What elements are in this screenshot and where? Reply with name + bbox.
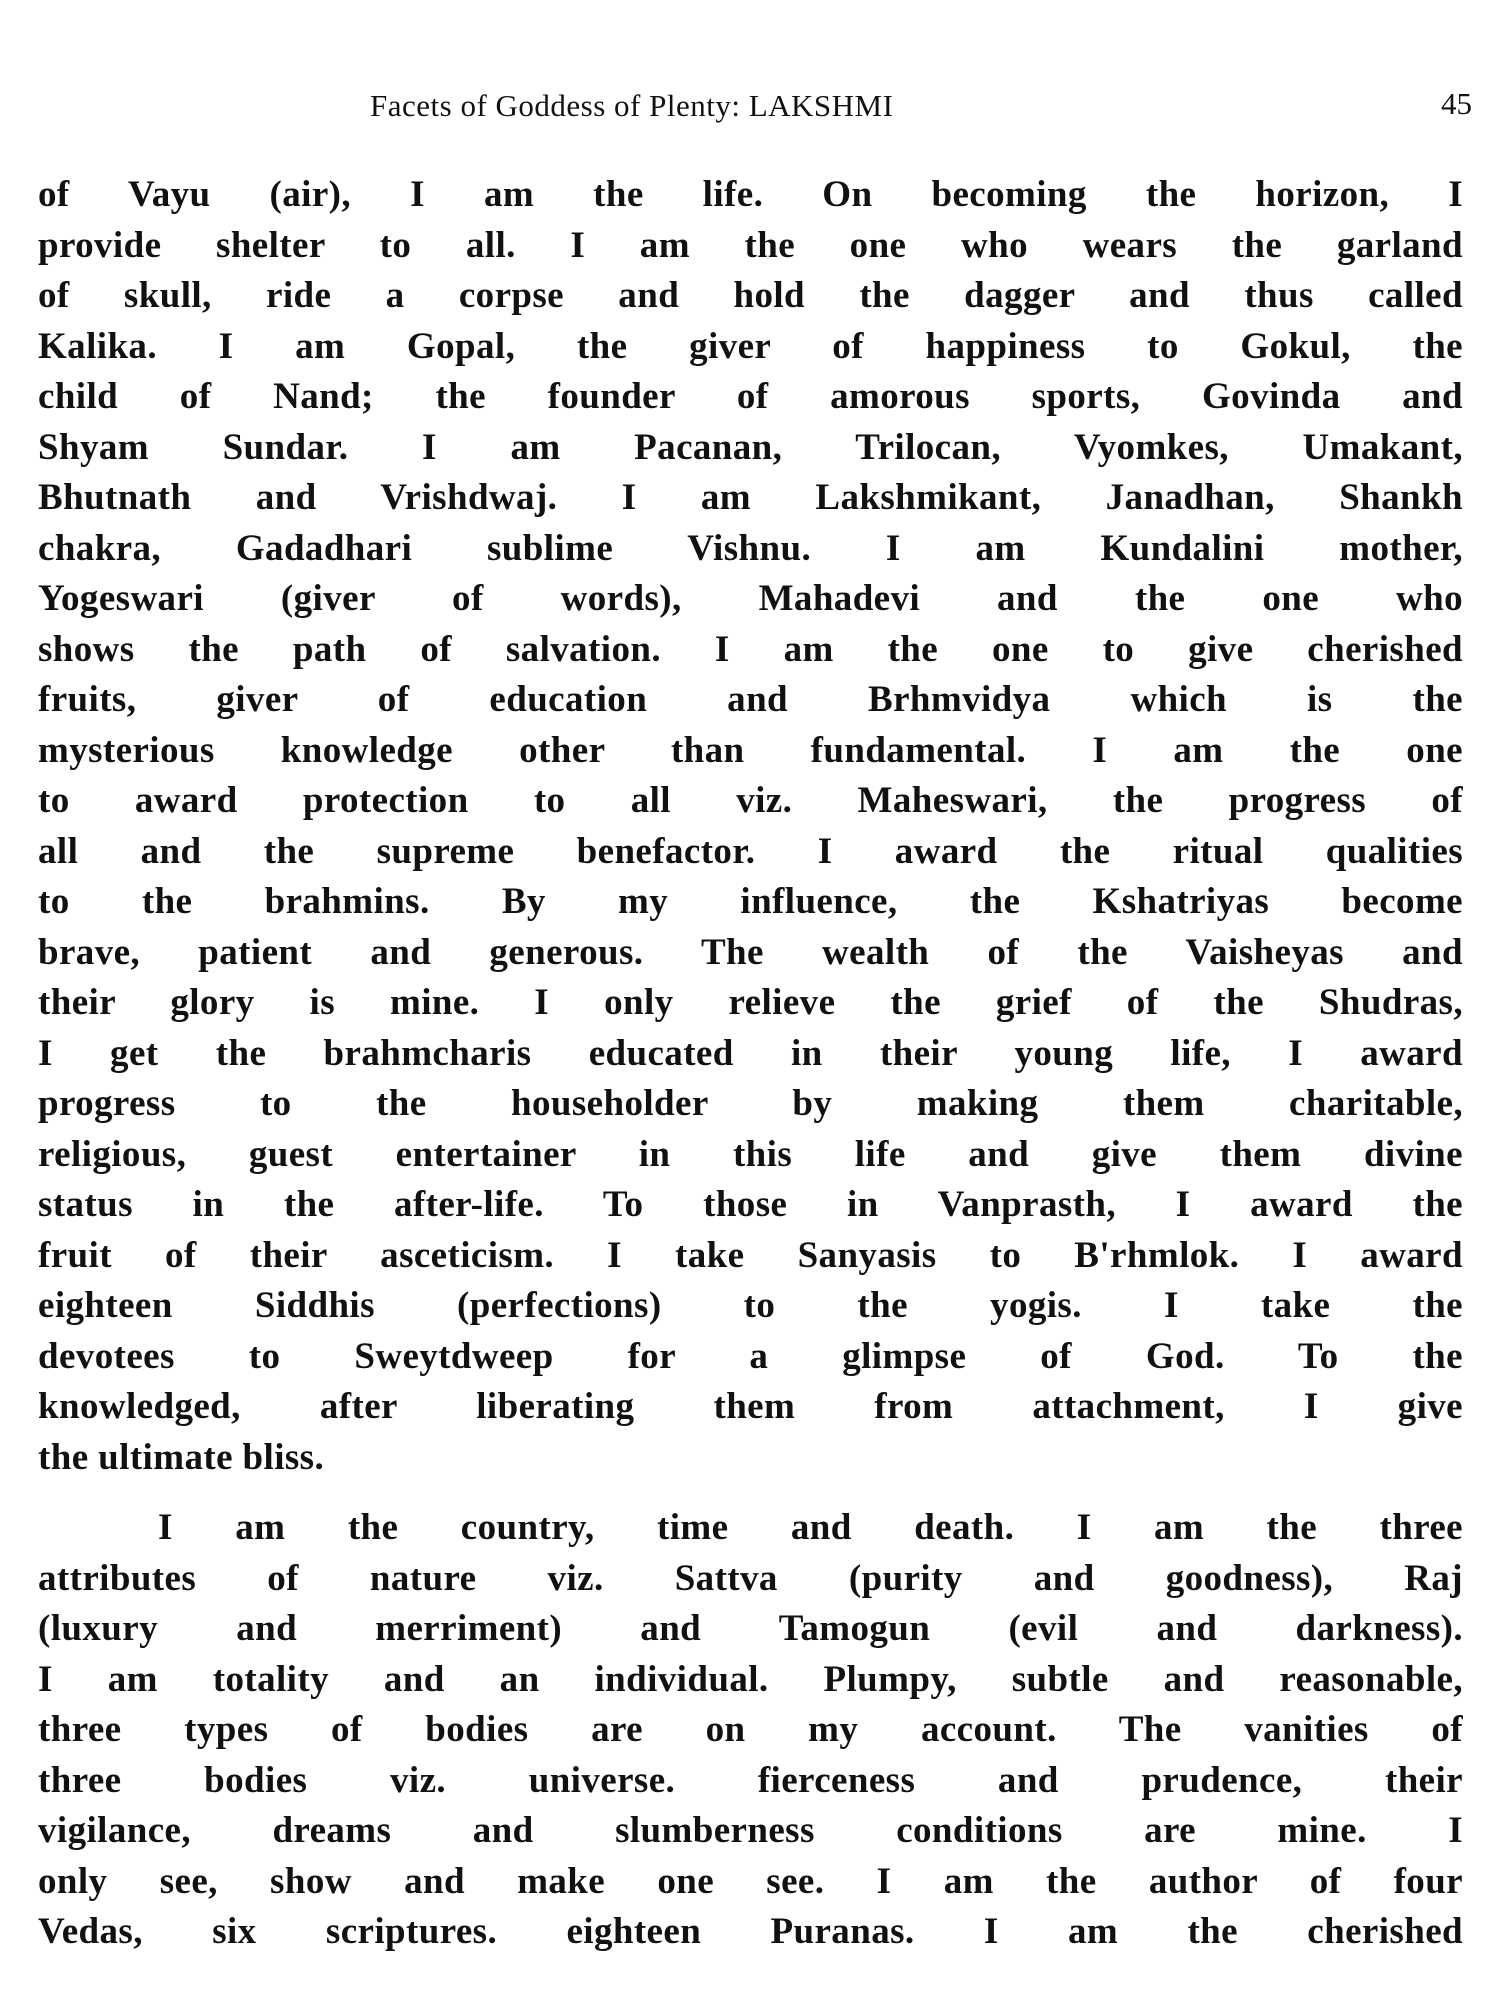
- text-line: Shyam Sundar. I am Pacanan, Trilocan, Vyomkes, Umakant,: [38, 426, 1463, 468]
- running-header: Facets of Goddess of Plenty: LAKSHMI: [370, 88, 894, 123]
- text-line: shows the path of salvation. I am the one to give cherished: [38, 628, 1463, 670]
- text-line: (luxury and merriment) and Tamogun (evil and darkness).: [38, 1608, 1463, 1649]
- paragraph-2: [38, 1503, 1463, 1958]
- text-line: of Vayu (air), I am the life. On becoming the horizon, I: [38, 174, 1463, 215]
- text-line: child of Nand; the founder of amorous sports, Govinda and: [38, 376, 1463, 417]
- text-line: brave, patient and generous. The wealth of the Vaisheyas and: [38, 931, 1463, 973]
- text-line: provide shelter to all. I am the one who wears the garland: [38, 224, 1463, 266]
- text-line: status in the after-life. To those in Vanprasth, I award the: [38, 1184, 1463, 1225]
- text-line: chakra, Gadadhari sublime Vishnu. I am Kundalini mother,: [38, 527, 1463, 569]
- text-line: Kalika. I am Gopal, the giver of happiness to Gokul, the: [38, 325, 1463, 367]
- text-line: to award protection to all viz. Maheswari, the progress of: [38, 780, 1463, 821]
- text-line: Yogeswari (giver of words), Mahadevi and the one who: [38, 578, 1463, 619]
- text-line: eighteen Siddhis (perfections) to the yogis. I take the: [38, 1285, 1463, 1326]
- text-line: only see, show and make one see. I am the author of four: [38, 1860, 1463, 1902]
- text-line: their glory is mine. I only relieve the grief of the Shudras,: [38, 982, 1463, 1023]
- text-line: knowledged, after liberating them from attachment, I give: [38, 1386, 1463, 1427]
- text-line: religious, guest entertainer in this life and give them divine: [38, 1133, 1463, 1175]
- text-line: Vedas, six scriptures. eighteen Puranas. I am the cherished: [38, 1911, 1463, 1952]
- text-line: I get the brahmcharis educated in their young life, I award: [38, 1032, 1463, 1074]
- paragraph-1: [38, 170, 1463, 1483]
- text-line: mysterious knowledge other than fundamental. I am the one: [38, 729, 1463, 771]
- text-line: Bhutnath and Vrishdwaj. I am Lakshmikant, Janadhan, Shankh: [38, 477, 1463, 518]
- text-line: vigilance, dreams and slumberness conditions are mine. I: [38, 1810, 1463, 1851]
- page-number: 45: [1441, 86, 1472, 121]
- text-line: fruit of their asceticism. I take Sanyasis to B'rhmlok. I award: [38, 1234, 1463, 1276]
- text-line: attributes of nature viz. Sattva (purity and goodness), Raj: [38, 1557, 1463, 1599]
- text-line: all and the supreme benefactor. I award the ritual qualities: [38, 830, 1463, 872]
- text-line: the ultimate bliss.: [38, 1436, 325, 1478]
- text-line: fruits, giver of education and Brhmvidya which is the: [38, 679, 1463, 720]
- body-text: [38, 170, 1463, 1958]
- text-line: progress to the householder by making them charitable,: [38, 1083, 1463, 1124]
- text-line: I am totality and an individual. Plumpy, subtle and reasonable,: [38, 1658, 1463, 1700]
- text-line: three bodies viz. universe. fierceness and prudence, their: [38, 1759, 1463, 1801]
- text-line: three types of bodies are on my account. The vanities of: [38, 1709, 1463, 1750]
- text-line: to the brahmins. By my influence, the Kshatriyas become: [38, 881, 1463, 922]
- text-line: I am the country, time and death. I am the three: [158, 1507, 1463, 1548]
- text-line: devotees to Sweytdweep for a glimpse of God. To the: [38, 1335, 1463, 1377]
- text-line: of skull, ride a corpse and hold the dagger and thus called: [38, 275, 1463, 316]
